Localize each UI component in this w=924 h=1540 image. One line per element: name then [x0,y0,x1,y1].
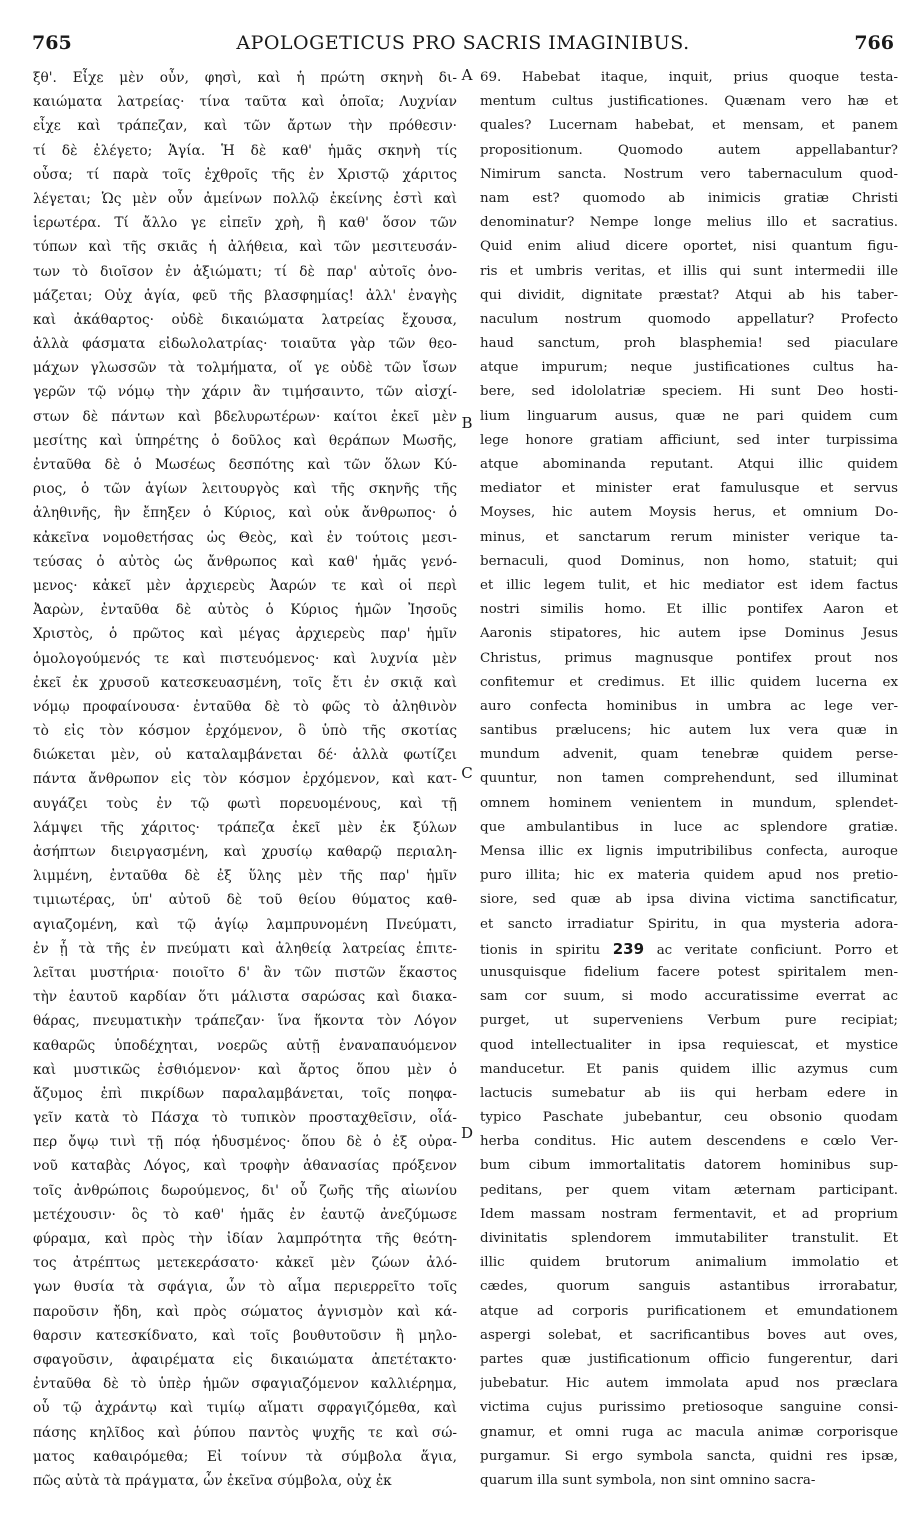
latin-text-line: bum cibum immortalitatis datorem hominibus sup- [480,1158,898,1174]
latin-text-line: haud sanctum, proh blasphemia! sed piaculare [480,336,898,352]
latin-text-line [480,937,898,961]
latin-text-line: herba conditus. Hic autem descendens e cœlo Ver- [480,1134,898,1150]
greek-text-line: σφαγοῦσιν, ἀφαιρέματα εἰς δικαιώματα ἀπετέτακτο· [33,1351,457,1368]
greek-text-line: λεῖται μυστήρια· ποιοῖτο δ' ἂν τῶν πιστῶν ἕκαστος [33,964,457,981]
greek-text-line: μετέχουσιν· ὃς τὸ καθ' ἡμᾶς ἐν ἑαυτῷ ἀνεζύμωσε [33,1206,457,1223]
greek-text-line: ματος καθαιρόμεθα; Εἰ τοίνυν τὰ σύμβολα ἅγια, [33,1448,457,1465]
latin-text-line: ris et umbris veritas, et illis qui sunt intermedii ille [480,263,898,279]
greek-text-line: μεσίτης καὶ ὑπηρέτης ὁ δοῦλος καὶ θεράπων Μωσῆς, [33,432,457,449]
greek-text-line: νοῦ καταβὰς Λόγος, καὶ τροφὴν ἀθανασίας πρόξενον [33,1158,457,1175]
latin-text-line: lactucis sumebatur ab iis qui herbam edere in [480,1085,898,1101]
latin-text-line: Mensa illic ex lignis imputribilibus confecta, auroque [480,844,898,859]
latin-text-line: partes quæ justificationum officio fungerentur, dari [480,1351,898,1367]
greek-text-line: αγιαζομένη, καὶ τῷ ἁγίῳ λαμπρυνομένη Πνεύματι, [33,916,457,933]
greek-text-line: Χριστὸς, ὁ πρῶτος καὶ μέγας ἀρχιερεὺς παρ' ἡμῖν [33,626,457,643]
latin-text-line: quod intellectualiter in ipsa requiescat, et mystice [480,1037,898,1053]
margin-letter-a: A [461,66,473,84]
greek-text-line: γων θυσία τὰ σφάγια, ὧν τὸ αἷμα περιερρεῖτο τοῖς [33,1279,457,1296]
latin-text-line: Moyses, hic autem Moysis herus, et omnium Do- [480,505,898,521]
latin-text-line: Christus, primus magnusque pontifex prout nos [480,650,898,666]
latin-text-line: denominatur? Nempe longe melius illo et sacratius. [480,215,898,231]
greek-text-line: ἄζυμος ἐπὶ πικρίδων παραλαμβάνεται, τοῖς ποηφα- [33,1085,457,1102]
latin-text-line: typico Paschate jubebantur, ceu obsonio quodam [480,1110,898,1126]
latin-text-line: atque impurum; neque justificationes cultus ha- [480,360,898,376]
greek-text-line: διώκεται μὲν, οὐ καταλαμβάνεται δέ· ἀλλὰ φωτίζει [33,747,457,764]
greek-text-line: ἐνταῦθα δὲ ὁ Μωσέως δεσπότης καὶ τῶν ὅλων Κύ- [33,457,457,473]
latin-text-line: manducetur. Et panis quidem illic azymus cum [480,1061,898,1077]
latin-text-line: gnamur, et omni ruga ac macula animæ corporisque [480,1424,898,1440]
greek-text-line: τιμιωτέρας, ὑπ' αὐτοῦ δὲ τοῦ θείου θύματος καθ- [33,892,457,909]
latin-text-segment: tionis in spiritu [480,942,601,958]
greek-text-line: πάντα ἄνθρωπον εἰς τὸν κόσμον ἐρχόμενον, καὶ κατ- [33,771,457,788]
margin-letter-d: D [460,1124,474,1142]
greek-text-line: πάσης κηλῖδος καὶ ῥύπου παντὸς ψυχῆς τε καὶ σώ- [33,1424,457,1441]
latin-text-line: confitemur et credimus. Et illic quidem lucerna ex [480,674,898,690]
latin-text-line: purget, ut superveniens Verbum pure recipiat; [480,1013,898,1029]
latin-text-line: divinitatis splendorem immutabiliter transtulit. Et [480,1231,898,1246]
latin-text-line: Nimirum sancta. Nostrum vero tabernaculum quod- [480,166,898,182]
latin-text-line: nam est? quomodo ab inimicis gratiæ Christi [480,190,898,206]
latin-text-line: purgamur. Si ergo symbola sancta, quidni res ipsæ, [480,1448,898,1464]
latin-text-line: cædes, quorum sanguis astantibus irrorabatur, [480,1279,898,1295]
column-number-inline: 239 [612,939,645,958]
greek-text-line: κἀκεῖνα νομοθετήσας ὡς Θεὸς, καὶ ἐν τούτοις μεσι- [33,529,457,546]
greek-text-line: ἀσήπτων διειργασμένη, καὶ χρυσίῳ καθαρῷ περιαλη- [33,844,457,860]
latin-text-line: qui dividit, dignitate præstat? Atqui ab his taber- [480,287,898,303]
greek-text-line: παροῦσιν ἤδη, καὶ πρὸς σώματος ἁγνισμὸν καὶ κά- [33,1303,457,1320]
greek-text-line: τοῖς ἀνθρώποις δωρούμενος, δι' οὗ ζωῆς τῆς αἰωνίου [33,1182,457,1199]
latin-column [480,66,898,1493]
latin-text-line: naculum nostrum quomodo appellatur? Profecto [480,311,898,327]
running-header [32,32,894,62]
margin-letter-b: B [461,414,473,432]
greek-text-line: τὸ εἰς τὸν κόσμον ἐρχόμενον, ὃ ὑπὸ τῆς σκοτίας [33,723,457,740]
greek-text-line: λέγεται; Ὡς μὲν οὖν ἀμείνων πολλῷ ἐκείνης ἐστὶ καὶ [33,190,457,207]
greek-text-line: τὴν ἑαυτοῦ καρδίαν ὅτι μάλιστα σαρώσας καὶ διακα- [33,989,457,1006]
latin-text-line: lege honore gratiam afficiunt, sed inter turpissima [480,432,898,448]
latin-text-line: puro illita; hic ex materia quidem apud nos pretio- [480,868,898,884]
greek-text-line: Ἀαρὼν, ἐνταῦθα δὲ αὐτὸς ὁ Κύριος ἡμῶν Ἰησοῦς [33,602,457,619]
latin-text-line: bernaculi, quod Dominus, non homo, statuit; qui [480,553,898,569]
latin-text-line: aspergi solebat, et sacrificantibus boves aut oves, [480,1327,898,1343]
latin-text-line: quarum illa sunt symbola, non sint omnino sacra- [480,1472,816,1488]
latin-text-line: mediator et minister erat famulusque et servus [480,481,898,497]
greek-text-line: τύπων καὶ τῆς σκιᾶς ἡ ἀλήθεια, καὶ τῶν μεσιτευσάν- [33,239,457,256]
latin-text-line: victima cujus purissimo pretiosoque sanguine consi- [480,1400,898,1416]
latin-text-line: Aaronis stipatores, hic autem ipse Dominus Jesus [480,626,898,642]
latin-text-line: minus, et sanctarum rerum minister verique ta- [480,529,898,545]
page-number-left: 765 [32,32,72,54]
margin-letter-c: C [461,764,473,782]
greek-text-line: λιμμένη, ἐνταῦθα δὲ ἐξ ὕλης μὲν τῆς παρ' ἡμῖν [33,868,457,885]
greek-text-line: γεῖν κατὰ τὸ Πάσχα τὸ τυπικὸν προσταχθεῖσιν, οἷά- [33,1110,457,1127]
greek-text-line: νόμῳ προφαίνουσα· ἐνταῦθα δὲ τὸ φῶς τὸ ἀληθινὸν [33,698,457,715]
greek-text-line: οὗ τῷ ἀχράντῳ καὶ τιμίῳ αἵματι σφραγιζόμεθα, καὶ [33,1400,457,1417]
latin-text-line: mentum cultus justificationes. Quænam vero hæ et [480,94,898,110]
greek-text-line: πῶς αὐτὰ τὰ πράγματα, ὧν ἐκεῖνα σύμβολα, οὐχ ἐκ [33,1472,392,1489]
greek-text-line: ὁμολογούμενός τε καὶ πιστευόμενος· καὶ λυχνία μὲν [33,650,457,667]
greek-text-line: τος ἀτρέπτως μετεκεράσατο· κἀκεῖ μὲν ζώων ἀλό- [33,1255,457,1272]
greek-text-line: ἐν ᾗ τὰ τῆς ἐν πνεύματι καὶ ἀληθείᾳ λατρείας ἐπιτε- [33,940,457,957]
greek-text-line: καιώματα λατρείας· τίνα ταῦτα καὶ ὁποῖα; Λυχνίαν [33,94,457,111]
latin-text-line: santibus prælucens; hic autem lux vera quæ in [480,723,898,739]
latin-text-line: omnem hominem venientem in mundum, splendet- [480,795,898,811]
latin-text-line: mundum advenit, quam tenebræ quidem perse- [480,747,898,763]
greek-column [33,66,457,1493]
running-title: APOLOGETICUS PRO SACRIS IMAGINIBUS. [236,32,690,54]
greek-text-line: καθαρῶς ὑποδέχηται, νοερῶς αὐτῇ ἐναναπαυόμενον [33,1037,457,1054]
greek-text-line: ἱερωτέρα. Τί ἄλλο γε εἰπεῖν χρὴ, ἢ καθ' ὅσον τῶν [33,215,457,232]
greek-text-line: αυγάζει τοὺς ἐν τῷ φωτὶ πορευομένους, καὶ τῇ [33,795,457,812]
latin-text-line: jubebatur. Hic autem immolata apud nos præclara [480,1376,898,1392]
page-number-right: 766 [854,32,894,54]
greek-text-line: εἶχε καὶ τράπεζαν, καὶ τῶν ἄρτων τὴν πρόθεσιν· [33,118,457,135]
latin-text-line: siore, sed quæ ab ipsa divina victima sanctificatur, [480,892,898,908]
latin-text-line: propositionum. Quomodo autem appellabantur? [480,142,898,158]
greek-text-line: μενος· κἀκεῖ μὲν ἀρχιερεὺς Ἀαρών τε καὶ οἱ περὶ [33,577,457,594]
greek-text-line: μάζεται; Οὐχ ἁγία, φεῦ τῆς βλασφημίας! ἀλλ' ἐναγὴς [33,287,457,304]
latin-text-line: nostri similis homo. Et illic pontifex Aaron et [480,602,898,618]
latin-text-line: quuntur, non tamen comprehendunt, sed illuminat [480,771,898,787]
latin-text-line: atque ad corporis purificationem et emundationem [480,1303,898,1319]
latin-text-line: lium linguarum ausus, quæ ne pari quidem cum [480,408,898,424]
latin-text-line: 69. Habebat itaque, inquit, prius quoque testa- [480,70,898,85]
latin-text-line: et illic legem tulit, et hic mediator est idem factus [480,577,898,593]
greek-text-line: ἀληθινῆς, ἣν ἔπηξεν ὁ Κύριος, καὶ οὐκ ἄνθρωπος· ὁ [33,505,457,522]
latin-text-line: Quid enim aliud dicere oportet, nisi quantum figu- [480,239,898,255]
greek-text-line: τί δὲ ἐλέγετο; Ἁγία. Ἡ δὲ καθ' ἡμᾶς σκηνὴ τίς [33,142,457,159]
greek-text-line: μάχων γλωσσῶν τὰ τολμήματα, οἵ γε οὐδὲ τῶν ἴσων [33,360,457,377]
greek-text-line: περ ὄψῳ τινὶ τῇ πόᾳ ἡδυσμένος· ὅπου δὲ ὁ ἐξ οὐρα- [33,1134,457,1151]
latin-text-line: sam cor suum, si modo accuratissime everrat ac [480,989,898,1005]
greek-text-line: τεύσας ὁ αὐτὸς ὡς ἄνθρωπος καὶ καθ' ἡμᾶς γενό- [33,553,457,570]
greek-text-line: θάρας, πνευματικὴν τράπεζαν· ἵνα ἥκοντα τὸν Λόγον [33,1013,457,1030]
latin-text-segment: ac veritate conficiunt. Porro et [656,942,898,958]
greek-text-line: θαρσιν κατεσκίδνατο, καὶ τοῖς βουθυτοῦσιν ἢ μηλο- [33,1327,457,1344]
latin-text-line: quales? Lucernam habebat, et mensam, et panem [480,118,898,134]
greek-text-line: καὶ μυστικῶς ἐσθιόμενον· καὶ ἄρτος ὅπου μὲν ὁ [33,1061,457,1078]
greek-text-line: οὖσα; τί παρὰ τοῖς ἐχθροῖς τῆς ἐν Χριστῷ χάριτος [33,166,457,183]
latin-text-line: atque abominanda reputant. Atqui illic quidem [480,457,898,472]
greek-text-line: ἀλλὰ φάσματα εἰδωλολατρίας· τοιαῦτα γὰρ τῶν θεο- [33,336,457,353]
latin-text-line: peditans, per quem vitam æternam participant. [480,1182,898,1198]
latin-text-line: illic quidem brutorum animalium immolatio et [480,1255,898,1271]
greek-text-line: καὶ ἀκάθαρτος· οὐδὲ δικαιώματα λατρείας ἔχουσα, [33,311,457,328]
latin-text-line: unusquisque fidelium facere potest spiritalem men- [480,964,898,980]
latin-text-line: et sancto irradiatur Spiritu, in qua mysteria adora- [480,916,898,932]
latin-text-line: auro confecta hominibus in umbra ac lege ver- [480,698,898,714]
greek-text-line: λάμψει τῆς χάριτος· τράπεζα ἐκεῖ μὲν ἐκ ξύλων [33,819,457,836]
greek-text-line: στων δὲ πάντων καὶ βδελυρωτέρων· καίτοι ἐκεῖ μὲν [33,408,457,425]
latin-text-line: bere, sed idololatriæ speciem. Hi sunt Deo hosti- [480,384,898,400]
greek-text-line: ριος, ὁ τῶν ἁγίων λειτουργὸς καὶ τῆς σκηνῆς τῆς [33,481,457,498]
greek-text-line: ἐκεῖ ἐκ χρυσοῦ κατεσκευασμένη, τοῖς ἔτι ἐν σκιᾷ καὶ [33,674,457,691]
greek-text-line: των τὸ διοῖσον ἐν ἀξιώματι; τί δὲ παρ' αὐτοῖς ὀνο- [33,263,457,280]
latin-text-line: que ambulantibus in luce ac splendore gratiæ. [480,819,898,835]
greek-text-line: ἐνταῦθα δὲ τὸ ὑπὲρ ἡμῶν σφαγιαζόμενον καλλιέρημα, [33,1376,457,1393]
greek-text-line: φύραμα, καὶ πρὸς τὴν ἰδίαν λαμπρότητα τῆς θεότη- [33,1231,457,1247]
greek-text-line: γερῶν τῷ νόμῳ τὴν χάριν ἂν τιμήσαιντο, τῶν αἰσχί- [33,384,457,401]
latin-text-line: Idem massam nostram fermentavit, et ad proprium [480,1206,898,1222]
greek-text-line: ξθ'. Εἶχε μὲν οὖν, φησὶ, καὶ ἡ πρώτη σκηνὴ δι- [33,70,457,86]
